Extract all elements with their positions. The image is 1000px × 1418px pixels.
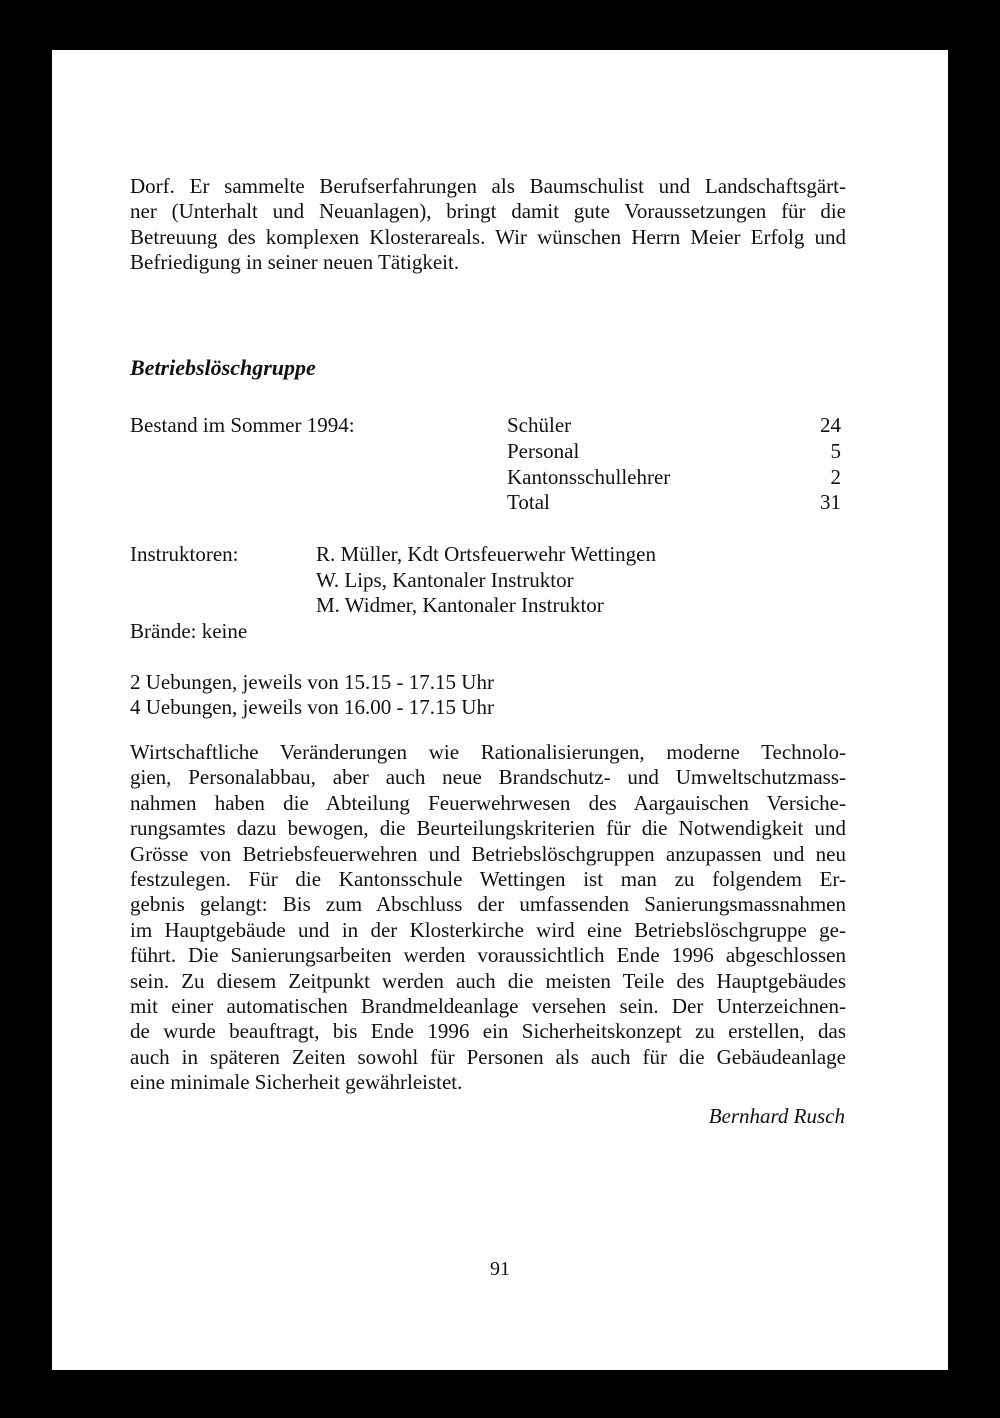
bestand-name: Kantonsschullehrer — [507, 465, 671, 489]
main-line: gien, Personalabbau, aber auch neue Brandschutz- und Umweltschutzmass- — [130, 765, 846, 790]
main-line: de wurde beauftragt, bis Ende 1996 ein Sicherheitskonzept zu erstellen, das — [130, 1019, 846, 1044]
main-line: gebnis gelangt: Bis zum Abschluss der umfassenden Sanierungsmassnahmen — [130, 892, 846, 917]
main-line: Grösse von Betriebsfeuerwehren und Betriebslöschgruppen anzupassen und neu — [130, 841, 846, 866]
intro-line: Betreuung des komplexen Klosterareals. Wir wünschen Herrn Meier Erfolg und — [130, 224, 846, 249]
main-line: auch in späteren Zeiten sowohl für Personen als auch für die Gebäudeanlage — [130, 1044, 846, 1069]
document-page — [52, 50, 948, 1370]
intro-line: Dorf. Er sammelte Berufserfahrungen als Baumschulist und Landschaftsgärt- — [130, 174, 846, 198]
main-line: rungsamtes dazu bewogen, die Beurteilungskriterien für die Notwendigkeit und — [130, 816, 846, 841]
bestand-count: 24 — [820, 413, 841, 437]
main-line: im Hauptgebäude und in der Klosterkirche wird eine Betriebslöschgruppe ge- — [130, 917, 846, 942]
uebung-line: 4 Uebungen, jeweils von 16.00 - 17.15 Uhr — [130, 695, 494, 719]
bestand-name: Total — [507, 490, 550, 514]
main-line: Wirtschaftliche Veränderungen wie Rationalisierungen, moderne Technolo- — [130, 740, 846, 764]
uebung-line: 2 Uebungen, jeweils von 15.15 - 17.15 Uhr — [130, 670, 494, 694]
bestand-count: 2 — [830, 465, 841, 489]
main-line: mit einer automatischen Brandmeldeanlage versehen sein. Der Unterzeichnen- — [130, 994, 846, 1019]
instruktoren-label: Instruktoren: — [130, 542, 239, 566]
bestand-name: Schüler — [507, 413, 572, 437]
bestand-count: 5 — [830, 439, 841, 463]
main-line: nahmen haben die Abteilung Feuerwehrwesen des Aargauischen Versiche- — [130, 790, 846, 815]
bestand-label: Bestand im Sommer 1994: — [130, 413, 355, 437]
intro-line: ner (Unterhalt und Neuanlagen), bringt damit gute Voraussetzungen für die — [130, 199, 846, 224]
main-paragraph — [130, 740, 846, 1096]
instruktor-name: R. Müller, Kdt Ortsfeuerwehr Wettingen — [316, 542, 656, 566]
braende-line: Brände: keine — [130, 619, 248, 643]
section-heading: Betriebslöschgruppe — [130, 355, 316, 380]
main-line: führt. Die Sanierungsarbeiten werden voraussichtlich Ende 1996 abgeschlossen — [130, 943, 846, 968]
intro-paragraph — [130, 174, 846, 276]
author-signature: Bernhard Rusch — [708, 1104, 845, 1128]
main-line: sein. Zu diesem Zeitpunkt werden auch die meisten Teile des Hauptgebäudes — [130, 968, 846, 993]
bestand-name: Personal — [507, 439, 580, 463]
main-line: festzulegen. Für die Kantonsschule Wettingen ist man zu folgendem Er- — [130, 867, 846, 892]
bestand-count: 31 — [820, 490, 841, 514]
instruktor-name: M. Widmer, Kantonaler Instruktor — [316, 593, 604, 617]
main-line: eine minimale Sicherheit gewährleistet. — [130, 1070, 463, 1095]
instruktor-name: W. Lips, Kantonaler Instruktor — [316, 568, 574, 592]
page-number: 91 — [490, 1258, 510, 1280]
intro-line: Befriedigung in seiner neuen Tätigkeit. — [130, 250, 460, 275]
